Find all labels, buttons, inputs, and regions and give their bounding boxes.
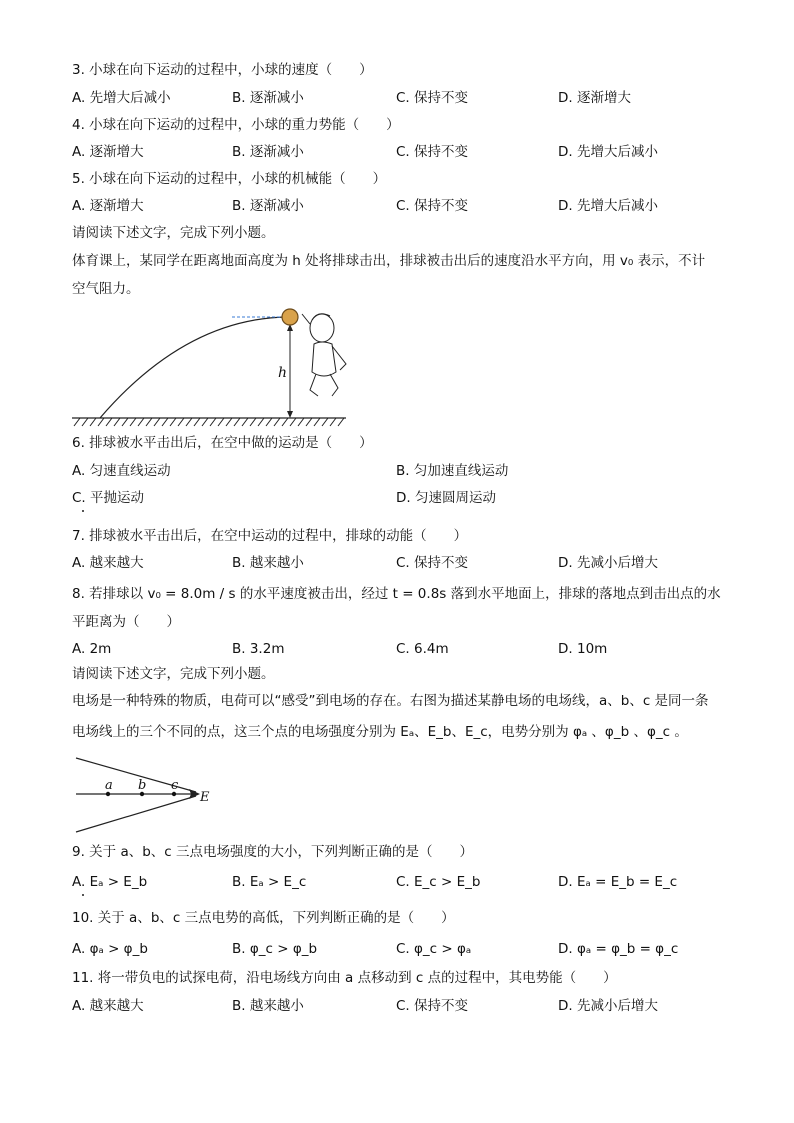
q6-options-row-1 [72, 461, 732, 481]
intro-1: 请阅读下述文字，完成下列小题。 [72, 225, 275, 241]
q11-option-b[interactable]: B. 越来越小 [232, 998, 304, 1014]
ball-icon [282, 309, 298, 325]
q5-option-d[interactable]: D. 先增大后减小 [558, 198, 658, 214]
q10-option-a[interactable]: A. φₐ > φ_b [72, 941, 148, 957]
q10-option-d[interactable]: D. φₐ = φ_b = φ_c [558, 941, 679, 957]
scan-dot [82, 894, 84, 896]
q4-option-b[interactable]: B. 逐渐减小 [232, 144, 304, 160]
q8-stem-line-1: 8. 若排球以 v₀ = 8.0m / s 的水平速度被击出，经过 t = 0.8s 落到水平地面上，排球的落地点到击出点的水 [72, 586, 721, 602]
q11-option-c[interactable]: C. 保持不变 [396, 998, 469, 1014]
q3-options [72, 88, 732, 108]
q9-options [72, 872, 732, 892]
q5-options [72, 196, 732, 216]
q7-options [72, 553, 732, 573]
q10-option-b[interactable]: B. φ_c > φ_b [232, 941, 318, 957]
passage-2-line-2: 电场线上的三个不同的点，这三个点的电场强度分别为 Eₐ、E_b、E_c，电势分别为 φₐ 、φ_b 、φ_c 。 [72, 724, 688, 740]
intro-2: 请阅读下述文字，完成下列小题。 [72, 666, 275, 682]
passage-1-line-1: 体育课上，某同学在距离地面高度为 h 处将排球击出，排球被击出后的速度沿水平方向，用 v₀ 表示，不计 [72, 253, 706, 269]
q3-stem: 3. 小球在向下运动的过程中，小球的速度（ ） [72, 62, 373, 78]
q4-stem: 4. 小球在向下运动的过程中，小球的重力势能（ ） [72, 117, 400, 133]
point-a-label: a [105, 778, 113, 793]
q8-option-d[interactable]: D. 10m [558, 641, 608, 657]
q8-options [72, 639, 732, 659]
student-icon [302, 314, 346, 396]
q5-option-c[interactable]: C. 保持不变 [396, 198, 469, 214]
q6-option-d[interactable]: D. 匀速圆周运动 [396, 490, 496, 506]
point-b-label: b [138, 778, 147, 793]
q6-stem: 6. 排球被水平击出后，在空中做的运动是（ ） [72, 435, 373, 451]
q8-option-c[interactable]: C. 6.4m [396, 641, 449, 657]
q11-stem: 11. 将一带负电的试探电荷，沿电场线方向由 a 点移动到 c 点的过程中，其电势能（ ） [72, 970, 617, 986]
q8-option-b[interactable]: B. 3.2m [232, 641, 285, 657]
q9-option-d[interactable]: D. Eₐ = E_b = E_c [558, 874, 678, 890]
q3-option-b[interactable]: B. 逐渐减小 [232, 90, 304, 106]
field-e-label: E [200, 790, 210, 805]
q5-option-a[interactable]: A. 逐渐增大 [72, 198, 144, 214]
q7-option-c[interactable]: C. 保持不变 [396, 555, 469, 571]
field-lines-figure [70, 750, 230, 840]
q9-option-c[interactable]: C. E_c > E_b [396, 874, 481, 890]
q4-option-a[interactable]: A. 逐渐增大 [72, 144, 144, 160]
q7-stem: 7. 排球被水平击出后，在空中运动的过程中，排球的动能（ ） [72, 528, 468, 544]
q6-options-row-2 [72, 488, 732, 508]
q4-options [72, 142, 732, 162]
q7-option-d[interactable]: D. 先减小后增大 [558, 555, 658, 571]
q7-option-b[interactable]: B. 越来越小 [232, 555, 304, 571]
scan-dot [82, 510, 84, 512]
q8-stem-line-2: 平距离为（ ） [72, 614, 180, 630]
q6-option-b[interactable]: B. 匀加速直线运动 [396, 463, 509, 479]
q11-option-d[interactable]: D. 先减小后增大 [558, 998, 658, 1014]
q9-option-a[interactable]: A. Eₐ > E_b [72, 874, 148, 890]
q10-options [72, 939, 732, 959]
projectile-figure [66, 300, 366, 430]
q9-stem: 9. 关于 a、b、c 三点电场强度的大小，下列判断正确的是（ ） [72, 844, 474, 860]
q3-option-a[interactable]: A. 先增大后减小 [72, 90, 171, 106]
q6-option-c[interactable]: C. 平抛运动 [72, 490, 145, 506]
q11-options [72, 996, 732, 1016]
passage-2-line-1: 电场是一种特殊的物质，电荷可以“感受”到电场的存在。右图为描述某静电场的电场线，a、b、c 是同一条 [72, 693, 709, 709]
q5-stem: 5. 小球在向下运动的过程中，小球的机械能（ ） [72, 171, 387, 187]
q10-stem: 10. 关于 a、b、c 三点电势的高低，下列判断正确的是（ ） [72, 910, 455, 926]
q3-option-c[interactable]: C. 保持不变 [396, 90, 469, 106]
passage-1-line-2: 空气阻力。 [72, 281, 140, 297]
q6-option-a[interactable]: A. 匀速直线运动 [72, 463, 171, 479]
point-c-label: c [171, 778, 179, 793]
q10-option-c[interactable]: C. φ_c > φₐ [396, 941, 472, 957]
q5-option-b[interactable]: B. 逐渐减小 [232, 198, 304, 214]
q8-option-a[interactable]: A. 2m [72, 641, 112, 657]
q9-option-b[interactable]: B. Eₐ > E_c [232, 874, 307, 890]
q4-option-d[interactable]: D. 先增大后减小 [558, 144, 658, 160]
q3-option-d[interactable]: D. 逐渐增大 [558, 90, 631, 106]
q11-option-a[interactable]: A. 越来越大 [72, 998, 144, 1014]
q7-option-a[interactable]: A. 越来越大 [72, 555, 144, 571]
h-label: h [278, 365, 288, 381]
q4-option-c[interactable]: C. 保持不变 [396, 144, 469, 160]
